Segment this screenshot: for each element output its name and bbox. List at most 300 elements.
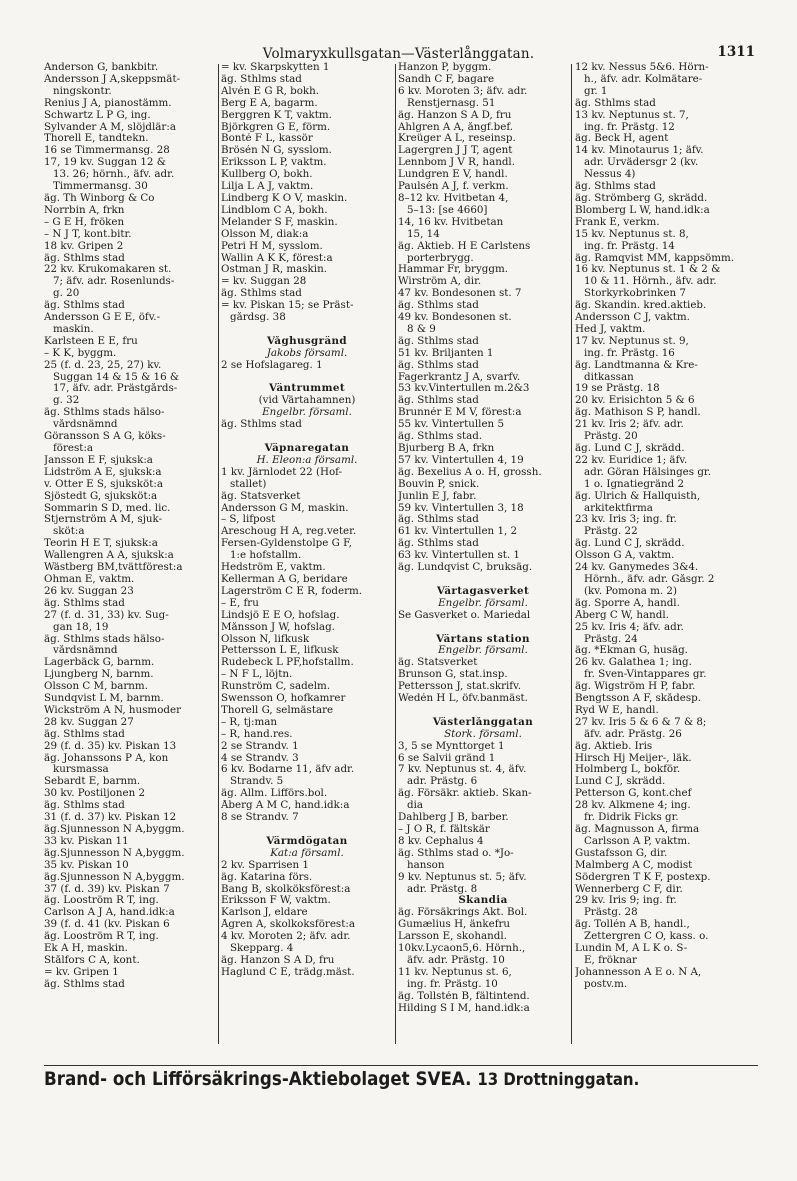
directory-line: Engelbr. församl. (438, 597, 528, 609)
page-number: 1311 (717, 44, 755, 60)
directory-line: äg. Sthlms stad (398, 359, 479, 371)
directory-line: 8 & 9 (407, 323, 436, 335)
directory-line: ditkassan (584, 371, 634, 383)
directory-line: Bengtsson A F, skådesp. (575, 693, 701, 705)
directory-line: 61 kv. Vintertullen 1, 2 (398, 526, 518, 538)
directory-line: Prästg. 20 (584, 431, 638, 443)
directory-line: äg. Sporre A, handl. (575, 597, 680, 609)
directory-line: Johannesson A E o. N A, (575, 966, 702, 978)
directory-line: Östman J R, maskin. (221, 264, 327, 276)
directory-line: Thorell E, tandtekn. (44, 133, 149, 145)
directory-line: 51 kv. Briljanten 1 (398, 347, 494, 359)
directory-line: = kv. Piskan 15; se Präst- (221, 300, 354, 312)
directory-line: 6 kv. Bodarne 11, äfv adr. (221, 764, 355, 776)
directory-line: Lagerström C E R, foderm. (221, 585, 363, 597)
directory-line: 33 kv. Piskan 11 (44, 835, 129, 847)
directory-line: Månsson J W, hofslag. (221, 621, 335, 633)
directory-line: Timmermansg. 30 (53, 181, 148, 193)
directory-line: äg. Lund C J, skrädd. (575, 538, 685, 550)
directory-line: äg. Sthlms stad (398, 335, 479, 347)
directory-line: Karlson J, eldare (221, 907, 308, 919)
directory-line: Blomberg L W, hand.idk:a (575, 204, 710, 216)
directory-line: Ahlgren A A, ångf.bef. (398, 121, 514, 133)
directory-line: äg. Sthlms stad o. *Jo- (398, 847, 514, 859)
directory-line: adr. Urvädersgr 2 (kv. (584, 157, 699, 169)
directory-line: äg. Sthlms stad (398, 395, 479, 407)
directory-line: ing. fr. Prästg. 10 (407, 978, 498, 990)
directory-line: äg. Mathison S P, handl. (575, 407, 701, 419)
directory-line: stallet) (230, 478, 267, 490)
directory-line: Lilja L A J, vaktm. (221, 181, 314, 193)
directory-line: Södergren T K F, postexp. (575, 871, 711, 883)
directory-line: Andersson J A,skeppsmät- (44, 73, 181, 85)
directory-line: 18 kv. Gripen 2 (44, 240, 124, 252)
directory-line: Strandv. 5 (230, 776, 284, 788)
directory-line: ningskontr. (53, 85, 112, 97)
directory-line: Norrbin A, frkn (44, 204, 125, 216)
directory-line: 28 kv. Alkmene 4; ing. (575, 800, 691, 812)
directory-line: 29 kv. Iris 9; ing. fr. (575, 895, 677, 907)
directory-line: Eriksson L P, vaktm. (221, 157, 327, 169)
directory-line: Åberg A M C, hand.idk:a (221, 800, 350, 812)
directory-line: Lagergren J J T, agent (398, 145, 513, 157)
directory-line: Sebardt E, barnm. (44, 776, 141, 788)
column-divider (571, 64, 572, 1044)
directory-line: äg. Allm. Lifförs.bol. (221, 788, 328, 800)
directory-line: 14, 16 kv. Hvitbetan (398, 216, 504, 228)
directory-line: Ljungberg N, barnm. (44, 669, 154, 681)
directory-line: Fersen-Gyldenstolpe G F, (221, 538, 352, 550)
directory-line: Swensson O, hofkamrer (221, 693, 346, 705)
directory-line: 26 kv. Galathea 1; ing. (575, 657, 692, 669)
directory-line: Pettersson J, stat.skrifv. (398, 681, 521, 693)
directory-line: Brunson G, stat.insp. (398, 669, 508, 681)
directory-line: Petri H M, sysslom. (221, 240, 323, 252)
directory-line: äg. *Ekman G, husäg. (575, 645, 688, 657)
directory-line: Teorin H E T, sjuksk:a (44, 538, 158, 550)
directory-line: = kv. Suggan 28 (221, 276, 307, 288)
directory-line: äg. Sthlms stad. (398, 431, 483, 443)
directory-line: Engelbr. församl. (262, 407, 352, 419)
directory-line: 59 kv. Vintertullen 3, 18 (398, 502, 524, 514)
directory-line: – N F L, löjtn. (221, 669, 293, 681)
directory-line: äg. Strömberg G, skrädd. (575, 192, 708, 204)
directory-line: Hilding S I M, hand.idk:a (398, 1002, 530, 1014)
directory-line: Lindblom C A, bokh. (221, 204, 328, 216)
directory-line: 26 kv. Suggan 23 (44, 585, 134, 597)
directory-line: (vid Värtahamnen) (258, 395, 356, 407)
column-3 (398, 62, 568, 1062)
directory-line: äg. Hanzon S A D, fru (221, 954, 335, 966)
directory-line: äfv. adr. Prästg. 26 (584, 728, 682, 740)
directory-line (398, 705, 568, 717)
directory-line: Göransson S A G, köks- (44, 431, 166, 443)
column-1 (44, 62, 216, 1062)
page-title: Volmaryxkullsgatan—Västerlånggatan. (262, 46, 535, 62)
column-divider (395, 64, 396, 1044)
directory-line: 13 kv. Neptunus st. 7, (575, 109, 689, 121)
directory-line: Värtans station (436, 633, 530, 645)
directory-line: 27 kv. Iris 5 & 6 & 7 & 8; (575, 716, 707, 728)
directory-line: Junlin E J, fabr. (398, 490, 477, 502)
directory-line: h., äfv. adr. Kolmätare- (584, 73, 703, 85)
directory-line: äg. Sthlms stad (221, 73, 302, 85)
directory-line: äg. Hanzon S A D, fru (398, 109, 512, 121)
directory-line: Frank E, verkm. (575, 216, 660, 228)
directory-line: äg. Sthlms stad (44, 800, 125, 812)
directory-line: Skandia (458, 895, 508, 907)
directory-line: – E, fru (221, 597, 259, 609)
directory-line: Olsson M, diak:a (221, 228, 309, 240)
directory-line: 17 kv. Neptunus st. 9, (575, 335, 689, 347)
directory-line: ing. fr. Prästg. 12 (584, 121, 675, 133)
directory-line: 47 kv. Bondesonen st. 7 (398, 288, 522, 300)
directory-line: Björkgren G E, förm. (221, 121, 331, 133)
directory-line: Paulsén A J, f. verkm. (398, 181, 509, 193)
directory-line: äg. Sthlms stad (575, 181, 656, 193)
directory-line: v. Otter E S, sjuksköt:a (44, 478, 163, 490)
directory-line: Ek A H, maskin. (44, 943, 128, 955)
directory-columns (44, 62, 758, 1062)
directory-line: 31 (f. d. 37) kv. Piskan 12 (44, 812, 177, 824)
directory-line: adr. Göran Hälsinges gr. (584, 466, 711, 478)
footer-divider (44, 1065, 758, 1066)
directory-line: 6 kv. Moroten 3; äfv. adr. (398, 85, 528, 97)
directory-line: äg. Beck H, agent (575, 133, 669, 145)
directory-line: äg. Sthlms stad (44, 300, 125, 312)
directory-line: äg. Sthlms stad (221, 419, 302, 431)
directory-line: 10kv.Lycaon5,6. Hörnh., (398, 943, 526, 955)
directory-line: äg. Sthlms stad (575, 97, 656, 109)
directory-line: Karlsteen E E, fru (44, 335, 138, 347)
directory-line: Lennbom J V R, handl. (398, 157, 515, 169)
directory-line: – K K, byggm. (44, 347, 117, 359)
directory-line: Kat:a församl. (270, 847, 344, 859)
directory-line: – R, hand.res. (221, 728, 293, 740)
directory-line: 15, 14 (407, 228, 440, 240)
column-4 (575, 62, 759, 1062)
directory-line: fr. Didrik Ficks gr. (584, 812, 679, 824)
directory-line: Jansson E F, sjuksk:a (44, 454, 153, 466)
directory-line: Bang B, skolköksförest:a (221, 883, 351, 895)
directory-line: 55 kv. Vintertullen 5 (398, 419, 504, 431)
directory-line: 2 se Hofslagareg. 1 (221, 359, 323, 371)
directory-line: = kv. Gripen 1 (44, 966, 119, 978)
directory-line: 7; äfv. adr. Rosenlunds- (53, 276, 175, 288)
directory-line: 4 kv. Moroten 2; äfv. adr. (221, 931, 351, 943)
directory-line: Lundgren E V, handl. (398, 169, 508, 181)
directory-line: Wallin A K K, förest:a (221, 252, 333, 264)
directory-line: äg. Katarina förs. (221, 871, 313, 883)
directory-line: Sandh C F, bagare (398, 73, 495, 85)
directory-line: Skepparg. 4 (230, 943, 294, 955)
directory-line: äg. Landtmanna & Kre- (575, 359, 698, 371)
directory-line: 10 & 11. Hörnh., äfv. adr. (584, 276, 717, 288)
directory-line: Carlsson A P, vaktm. (584, 835, 691, 847)
directory-line: 30 kv. Postiljonen 2 (44, 788, 146, 800)
directory-line: 37 (f. d. 39) kv. Piskan 7 (44, 883, 170, 895)
directory-line: äg. Försäkr. aktieb. Skan- (398, 788, 532, 800)
directory-line: Areschoug H A, reg.veter. (221, 526, 357, 538)
directory-line: Wästberg BM,tvättförest:a (44, 562, 183, 574)
directory-line: 17, äfv. adr. Prästgårds- (53, 383, 178, 395)
directory-line: Thorell G, selmästare (221, 704, 334, 716)
directory-line: Stjernström A M, sjuk- (44, 514, 163, 526)
directory-line: 24 kv. Ganymedes 3&4. (575, 562, 699, 574)
directory-line (398, 622, 568, 634)
directory-line: Lindberg K O V, maskin. (221, 192, 348, 204)
directory-line: Lund C J, skrädd. (575, 776, 666, 788)
directory-line: 8 se Strandv. 7 (221, 812, 299, 824)
directory-line: äg. Statsverket (398, 657, 478, 669)
directory-line: (kv. Pomona m. 2) (584, 585, 677, 597)
directory-line: Eriksson F W, vaktm. (221, 895, 331, 907)
directory-line: 16 se Timmermansg. 28 (44, 145, 170, 157)
directory-line: – N J T, kont.bitr. (44, 228, 132, 240)
directory-line: 22 kv. Euridice 1; äfv. (575, 454, 688, 466)
directory-line: adr. Prästg. 6 (407, 776, 478, 788)
directory-line: Berg E A, bagarm. (221, 97, 318, 109)
directory-line: Runström C, sadelm. (221, 681, 331, 693)
directory-line: Bouvin P, snick. (398, 478, 480, 490)
directory-line: Zettergren C O, kass. o. (584, 931, 709, 943)
directory-line: äg. Wigström H P, fabr. (575, 681, 696, 693)
directory-line: Malmberg A C, modist (575, 859, 693, 871)
directory-line: Lagerbäck G, barnm. (44, 657, 155, 669)
directory-line: 13. 26; hörnh., äfv. adr. (53, 169, 175, 181)
directory-line: Fagerkrantz J A, svarfv. (398, 371, 521, 383)
directory-line: Kreüger A L, reseinsp. (398, 133, 516, 145)
column-divider (218, 64, 219, 1044)
directory-line: Olsson G A, vaktm. (575, 550, 675, 562)
directory-line (398, 574, 568, 586)
directory-line: 4 se Strandv. 3 (221, 752, 299, 764)
directory-line: äg. Tollstén B, fältintend. (398, 990, 530, 1002)
directory-line: Gustafsson G, dir. (575, 847, 668, 859)
directory-line: äg. Ulrich & Hallquisth, (575, 490, 701, 502)
directory-line: 25 (f. d. 23, 25, 27) kv. (44, 359, 162, 371)
directory-line: Lidström A E, sjuksk:a (44, 466, 162, 478)
directory-line: Hirsch Hj Meijer-, läk. (575, 752, 692, 764)
directory-line: 11 kv. Neptunus st. 6, (398, 966, 512, 978)
directory-line: maskin. (53, 323, 94, 335)
directory-line: E, fröknar (584, 954, 637, 966)
directory-line: äg. Skandin. kred.aktieb. (575, 300, 707, 312)
directory-line: 8 kv. Cephalus 4 (398, 835, 484, 847)
directory-line: Lindsjö E E O, hofslag. (221, 609, 340, 621)
directory-line: Västerlånggatan (432, 716, 534, 728)
directory-line: äg. Looström R T, ing. (44, 931, 159, 943)
directory-line: Wickström A N, husmoder (44, 704, 182, 716)
directory-line: 1 o. Ignatiegränd 2 (584, 478, 685, 490)
directory-line: 1:e hofstallm. (230, 550, 302, 562)
directory-line: – R, tj:man (221, 716, 278, 728)
directory-line: äg. Tollén A B, handl., (575, 919, 690, 931)
directory-line: äg. Försäkrings Akt. Bol. (398, 907, 528, 919)
directory-line: vårdsnämnd (53, 645, 118, 657)
directory-line: Prästg. 22 (584, 526, 638, 538)
footer-advertisement (44, 1068, 672, 1090)
directory-line: äg.Sjunnesson N A,byggm. (44, 824, 185, 835)
directory-line: Jakobs församl. (266, 347, 348, 359)
directory-line: äg. Th Winborg & Co (44, 192, 155, 204)
directory-line: 63 kv. Vintertullen st. 1 (398, 550, 520, 562)
directory-line: Renstjernasg. 51 (407, 97, 496, 109)
directory-line: sköt:a (53, 526, 85, 538)
directory-line: Pettersson L E, lifkusk (221, 645, 339, 657)
directory-line: Stork. församl. (444, 728, 522, 740)
directory-line: Ryd W E, handl. (575, 704, 659, 716)
directory-line: Engelbr. församl. (438, 645, 528, 657)
directory-line: Renius J A, pianostämm. (44, 97, 172, 109)
directory-line: äg. Sthlms stad (44, 597, 125, 609)
directory-line (221, 324, 393, 336)
directory-line: 3, 5 se Mynttorget 1 (398, 740, 505, 752)
directory-line: 17, 19 kv. Suggan 12 & (44, 157, 166, 169)
directory-line (221, 431, 393, 443)
directory-line: – J O R, f. fältskär (398, 824, 490, 835)
directory-line: 5–13: [se 4660] (407, 204, 488, 216)
directory-line: Sjöstedt G, sjuksköt:a (44, 490, 158, 502)
directory-line: Prästg. 28 (584, 907, 638, 919)
directory-line: 29 (f. d. 35) kv. Piskan 13 (44, 740, 177, 752)
directory-line: Hörnh., äfv. adr. Gåsgr. 2 (584, 573, 715, 585)
directory-line: 2 kv. Sparrisen 1 (221, 859, 309, 871)
directory-line: 27 (f. d. 31, 33) kv. Sug- (44, 609, 169, 621)
directory-line: Nessus 4) (584, 169, 636, 181)
directory-line: Wedén H L, öfv.banmäst. (398, 693, 528, 705)
directory-line: Hedström E, vaktm. (221, 562, 326, 574)
directory-line: 2 se Strandv. 1 (221, 740, 299, 752)
directory-line: Bonté F L, kassör (221, 133, 313, 145)
directory-line: H. Eleon:a församl. (256, 454, 358, 466)
directory-line: Brösén N G, sysslom. (221, 145, 332, 157)
directory-line: gr. 1 (584, 85, 608, 97)
directory-line: äg. Bexelius A o. H, grossh. (398, 466, 542, 478)
directory-line: Andersson G E E, öfv.- (44, 312, 161, 324)
directory-line: Se Gasverket o. Mariedal (398, 609, 531, 621)
directory-line: 15 kv. Neptunus st. 8, (575, 228, 689, 240)
directory-line: Wirström A, dir. (398, 276, 482, 288)
directory-line: 19 se Prästg. 18 (575, 383, 660, 395)
directory-line: Alvén E G R, bokh. (221, 85, 320, 97)
directory-line: Olsson N, lifkusk (221, 633, 310, 645)
directory-line: Hanzon P, byggm. (398, 62, 492, 73)
directory-line: Ågren A, skolkoksförest:a (221, 919, 355, 931)
directory-line: Rudebeck L PF,hofstallm. (221, 657, 354, 669)
directory-line: gan 18, 19 (53, 621, 109, 633)
directory-line: Sommarin S D, med. lic. (44, 502, 171, 514)
directory-line: Schwartz L P G, ing. (44, 109, 151, 121)
directory-line: Dahlberg J B, barber. (398, 812, 509, 824)
directory-line: äg. Sthlms stad (398, 514, 479, 526)
directory-line: Stålfors C A, kont. (44, 954, 140, 966)
directory-line: äg. Sthlms stad (44, 978, 125, 990)
directory-line: 12 kv. Nessus 5&6. Hörn- (575, 62, 709, 73)
directory-line: äg. Ramqvist MM, kappsömm. (575, 252, 735, 264)
directory-line: porterbrygg. (407, 252, 474, 264)
directory-line: äg. Aktieb. H E Carlstens (398, 240, 531, 252)
directory-line: äg. Sthlms stad (44, 728, 125, 740)
directory-line: Bjurberg B A, frkn (398, 443, 495, 454)
directory-line: 35 kv. Piskan 10 (44, 859, 129, 871)
directory-line: förest:a (53, 443, 94, 454)
directory-line: äg. Sthlms stad (221, 288, 302, 300)
directory-line: äg.Sjunnesson N A,byggm. (44, 847, 185, 859)
directory-line: 6 se Salvii gränd 1 (398, 752, 496, 764)
directory-line: Gumælius H, änkefru (398, 919, 511, 931)
directory-line: 53 kv.Vintertullen m.2&3 (398, 383, 530, 395)
directory-line: Våghusgränd (266, 335, 348, 347)
directory-line: Petterson G, kont.chef (575, 788, 692, 800)
directory-line: Kullberg O, bokh. (221, 169, 313, 181)
directory-line: Brunnér E M V, förest:a (398, 407, 522, 419)
directory-line: äg. Aktieb. Iris (575, 740, 653, 752)
directory-line: 20 kv. Erisichton 5 & 6 (575, 395, 695, 407)
footer-company: Brand- och Lifförsäkrings-Aktiebolaget SVEA. (44, 1068, 472, 1090)
directory-line: 7 kv. Neptunus st. 4, äfv. (398, 764, 527, 776)
directory-line: 49 kv. Bondesonen st. (398, 312, 512, 324)
directory-line: äg. Lundqvist C, bruksäg. (398, 562, 533, 574)
directory-line: vårdsnämnd (53, 419, 118, 431)
directory-line: arkitektfirma (584, 502, 653, 514)
directory-line: Andersson C J, vaktm. (575, 312, 690, 324)
directory-line: 25 kv. Iris 4; äfv. adr. (575, 621, 684, 633)
directory-line: 39 (f. d. 41 (kv. Piskan 6 (44, 919, 170, 931)
directory-line (221, 824, 393, 836)
directory-line: äg. Lund C J, skrädd. (575, 443, 685, 454)
directory-line: Sundqvist L M, barnm. (44, 693, 164, 705)
directory-line: äg. Magnusson A, firma (575, 824, 700, 835)
directory-line: 28 kv. Suggan 27 (44, 716, 134, 728)
directory-line: äg. Johanssons P A, kon (44, 752, 169, 764)
directory-line: Öhman E, vaktm. (44, 573, 135, 585)
directory-line: äg. Sthlms stads hälso- (44, 633, 165, 645)
directory-line: 8–12 kv. Hvitbetan 4, (398, 192, 509, 204)
directory-line: äg. Sthlms stad (398, 300, 479, 312)
directory-line: fr. Sven-Vintappares gr. (584, 669, 707, 681)
directory-line: – G E H, fröken (44, 216, 125, 228)
directory-line: kursmassa (53, 764, 109, 776)
footer-address: 13 Drottninggatan. (477, 1070, 640, 1090)
directory-line: 9 kv. Neptunus st. 5; äfv. (398, 871, 527, 883)
directory-line: adr. Prästg. 8 (407, 883, 478, 895)
directory-line: Hed J, vaktm. (575, 323, 646, 335)
directory-line: äfv. adr. Prästg. 10 (407, 954, 505, 966)
directory-line: Kellerman A G, beridare (221, 573, 348, 585)
directory-line: Väntrummet (269, 383, 345, 395)
directory-line: Prästg. 24 (584, 633, 638, 645)
directory-line: 23 kv. Iris 3; ing. fr. (575, 514, 677, 526)
directory-line: 14 kv. Minotaurus 1; äfv. (575, 145, 704, 157)
directory-line: äg. Sthlms stads hälso- (44, 407, 165, 419)
directory-line: Åberg C W, handl. (575, 609, 669, 621)
directory-line: Andersson G M, maskin. (221, 502, 349, 514)
directory-line: Hammar Fr, bryggm. (398, 264, 509, 276)
directory-line: äg. Sthlms stad (44, 252, 125, 264)
directory-line: Carlson A J A, hand.idk:a (44, 907, 175, 919)
directory-line: g. 20 (53, 288, 80, 300)
directory-line: dia (407, 800, 424, 812)
directory-line: äg. Statsverket (221, 490, 301, 502)
directory-line (221, 372, 393, 384)
directory-line: Larsson E, skohandl. (398, 931, 507, 943)
directory-line: Anderson G, bankbitr. (44, 62, 159, 73)
directory-line: ing. fr. Prästg. 16 (584, 347, 675, 359)
directory-line: Väpnaregatan (264, 443, 350, 454)
directory-line: Värtagasverket (436, 585, 530, 597)
directory-line: äg. Looström R T, ing. (44, 895, 159, 907)
